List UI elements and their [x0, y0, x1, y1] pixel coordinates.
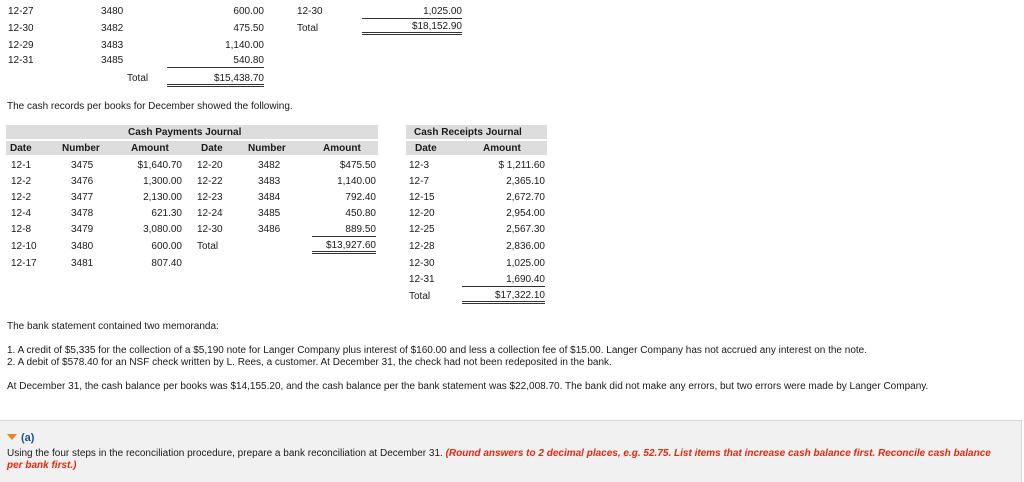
number-cell: 3486	[258, 224, 281, 235]
number-cell: 3480	[71, 241, 94, 252]
amount-cell: 1,140.00	[337, 176, 376, 187]
amount-cell: $ 1,211.60	[498, 160, 545, 171]
instruction-text	[7, 448, 1007, 472]
receipts-title: Cash Receipts Journal	[414, 127, 522, 138]
amount-cell: 2,130.00	[143, 192, 182, 203]
date-cell: 12-31	[8, 55, 34, 66]
collapse-arrow-icon	[7, 434, 17, 440]
date-cell: 12-15	[409, 192, 435, 203]
number-cell: 3485	[101, 55, 124, 66]
total-label: Total	[197, 241, 219, 252]
date-cell: 12-22	[197, 176, 223, 187]
amount-cell: 540.80	[167, 55, 264, 68]
amount-cell: 1,140.00	[225, 40, 264, 51]
number-cell: 3482	[101, 23, 124, 34]
amount-cell: 792.40	[345, 192, 376, 203]
number-cell: 3476	[71, 176, 94, 187]
col-date: Date	[415, 143, 437, 154]
payments-title: Cash Payments Journal	[128, 127, 242, 138]
col-number: Number	[62, 143, 100, 154]
number-cell: 3477	[71, 192, 94, 203]
date-cell: 12-4	[11, 208, 32, 219]
amount-cell: $475.50	[339, 160, 376, 171]
amount-cell: 2,954.00	[506, 208, 545, 219]
col-amount: Amount	[483, 143, 521, 154]
date-cell: 12-30	[197, 224, 223, 235]
total-amount: $15,438.70	[167, 73, 264, 87]
date-cell: 12-23	[197, 192, 223, 203]
date-cell: 12-2	[11, 192, 32, 203]
date-cell: 12-30	[297, 6, 323, 17]
amount-cell: 2,836.00	[506, 241, 545, 252]
date-cell: 12-27	[8, 6, 34, 17]
number-cell: 3483	[258, 176, 281, 187]
total-label: Total	[409, 291, 431, 302]
amount-cell: 2,365.10	[506, 176, 545, 187]
date-cell: 12-3	[409, 160, 430, 171]
number-cell: 3484	[258, 192, 281, 203]
date-cell: 12-1	[11, 160, 32, 171]
amount-cell: 2,567.30	[506, 224, 545, 235]
amount-cell: 807.40	[151, 258, 182, 269]
instruction-main: Using the four steps in the reconciliation procedure, prepare a bank reconciliation at December 31.	[7, 448, 443, 459]
number-cell: 3480	[101, 6, 124, 17]
memo-item-2: 2. A debit of $578.40 for an NSF check written by L. Rees, a customer. At December 31, the check had not been redeposited in the bank.	[7, 357, 612, 368]
number-cell: 3478	[71, 208, 94, 219]
part-label: (a)	[21, 432, 35, 444]
date-cell: 12-24	[197, 208, 223, 219]
total-label: Total	[127, 73, 149, 84]
memo-intro: The bank statement contained two memoranda:	[7, 321, 219, 332]
date-cell: 12-20	[197, 160, 223, 171]
date-cell: 12-8	[11, 224, 32, 235]
amount-cell: 475.50	[233, 23, 264, 34]
date-cell: 12-2	[11, 176, 32, 187]
date-cell: 12-10	[11, 241, 37, 252]
instruction-note: (Round answers to 2 decimal places, e.g. 52.75. List items that increase cash balance first. Reconcile cash balance per bank first.)	[7, 448, 991, 471]
total-amount: $18,152.90	[362, 21, 462, 35]
date-cell: 12-7	[409, 176, 430, 187]
part-a-toggle[interactable]	[7, 432, 34, 444]
memo-item-1: 1. A credit of $5,335 for the collection of a $5,190 note for Langer Company plus interest of $160.00 and less a collection fee of $15.00. Langer Company has not accrued any interest on the note.	[7, 345, 868, 356]
date-cell: 12-30	[8, 23, 34, 34]
number-cell: 3481	[71, 258, 94, 269]
amount-cell: 1,300.00	[143, 176, 182, 187]
date-cell: 12-29	[8, 40, 34, 51]
amount-cell: 2,672.70	[506, 192, 545, 203]
number-cell: 3485	[258, 208, 281, 219]
amount-cell: 600.00	[151, 241, 182, 252]
balances-text: At December 31, the cash balance per books was $14,155.20, and the cash balance per the bank statement was $22,008.70. The bank did not make any errors, but two errors were made by Langer Company.	[7, 381, 929, 392]
amount-cell: 3,080.00	[143, 224, 182, 235]
col-number: Number	[248, 143, 286, 154]
number-cell: 3479	[71, 224, 94, 235]
col-date: Date	[201, 143, 223, 154]
col-date: Date	[10, 143, 32, 154]
amount-cell: $1,640.70	[137, 160, 182, 171]
amount-cell: 1,025.00	[506, 258, 545, 269]
col-amount: Amount	[323, 143, 361, 154]
number-cell: 3483	[101, 40, 124, 51]
date-cell: 12-31	[409, 274, 435, 285]
amount-cell: 621.30	[151, 208, 182, 219]
total-amount: $17,322.10	[462, 290, 545, 304]
date-cell: 12-20	[409, 208, 435, 219]
col-amount: Amount	[131, 143, 169, 154]
amount-cell: 450.80	[345, 208, 376, 219]
date-cell: 12-28	[409, 241, 435, 252]
total-amount: $13,927.60	[312, 240, 376, 254]
date-cell: 12-25	[409, 224, 435, 235]
intro-text: The cash records per books for December showed the following.	[7, 101, 293, 112]
number-cell: 3482	[258, 160, 281, 171]
amount-cell: 600.00	[233, 6, 264, 17]
date-cell: 12-17	[11, 258, 37, 269]
amount-cell: 1,025.00	[362, 6, 462, 19]
date-cell: 12-30	[409, 258, 435, 269]
amount-cell: 1,690.40	[462, 274, 545, 287]
number-cell: 3475	[71, 160, 94, 171]
amount-cell: 889.50	[312, 224, 376, 237]
total-label: Total	[297, 23, 319, 34]
